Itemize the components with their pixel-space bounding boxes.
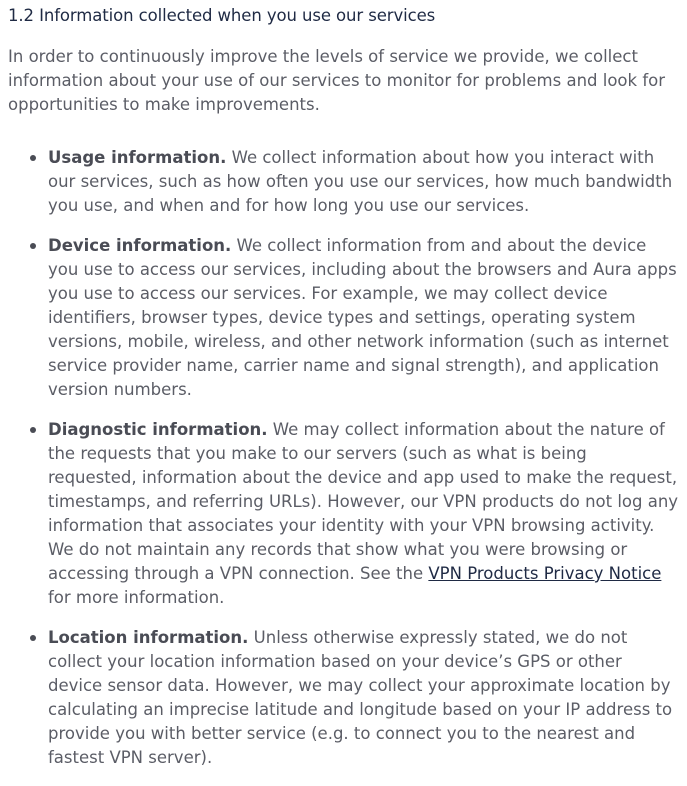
information-list xyxy=(0,146,687,786)
bullet-text: We collect information from and about the device you use to access our services, including about the browsers and Aura apps you use to access our services. For example, we may collect device identifiers, browser types, device types and settings, operating system versions, mobile, wireless, and other network information (such as internet service provider name, carrier name and signal strength), and application version numbers. xyxy=(48,236,677,399)
bullet-text: We may collect information about the nature of the requests that you make to our servers (such as what is being requested, information about the device and app used to make the request, timestamps, and referring URLs). However, our VPN products do not log any information that associates your identity with your VPN browsing activity. We do not maintain any records that show what you were browsing or accessing through a VPN connection. See the xyxy=(48,420,679,583)
bullet-term: Diagnostic information. xyxy=(48,420,268,439)
list-item-usage-information xyxy=(0,146,687,218)
bullet-dot-icon xyxy=(30,155,36,161)
list-item-diagnostic-information xyxy=(0,418,687,610)
bullet-text: We collect information about how you interact with our services, such as how often you use our services, how much bandwidth you use, and when and for how long you use our services. xyxy=(48,148,673,215)
list-item-location-information xyxy=(0,626,687,770)
bullet-text: for more information. xyxy=(48,588,225,607)
bullet-term: Location information. xyxy=(48,628,249,647)
section-heading: 1.2 Information collected when you use our services xyxy=(8,6,436,25)
bullet-dot-icon xyxy=(30,243,36,249)
list-item-device-information xyxy=(0,234,687,402)
bullet-text: Unless otherwise expressly stated, we do not collect your location information based on your device’s GPS or other device sensor data. However, we may collect your approximate location by calculating an imprecise latitude and longitude based on your IP address to provide you with better service (e.g. to connect you to the nearest and fastest VPN server). xyxy=(48,628,673,767)
bullet-term: Device information. xyxy=(48,236,232,255)
bullet-dot-icon xyxy=(30,635,36,641)
section-intro: In order to continuously improve the levels of service we provide, we collect information about your use of our services to monitor for problems and look for opportunities to make improvements. xyxy=(8,47,666,114)
vpn-privacy-notice-link[interactable]: VPN Products Privacy Notice xyxy=(428,564,662,583)
bullet-dot-icon xyxy=(30,427,36,433)
bullet-term: Usage information. xyxy=(48,148,227,167)
